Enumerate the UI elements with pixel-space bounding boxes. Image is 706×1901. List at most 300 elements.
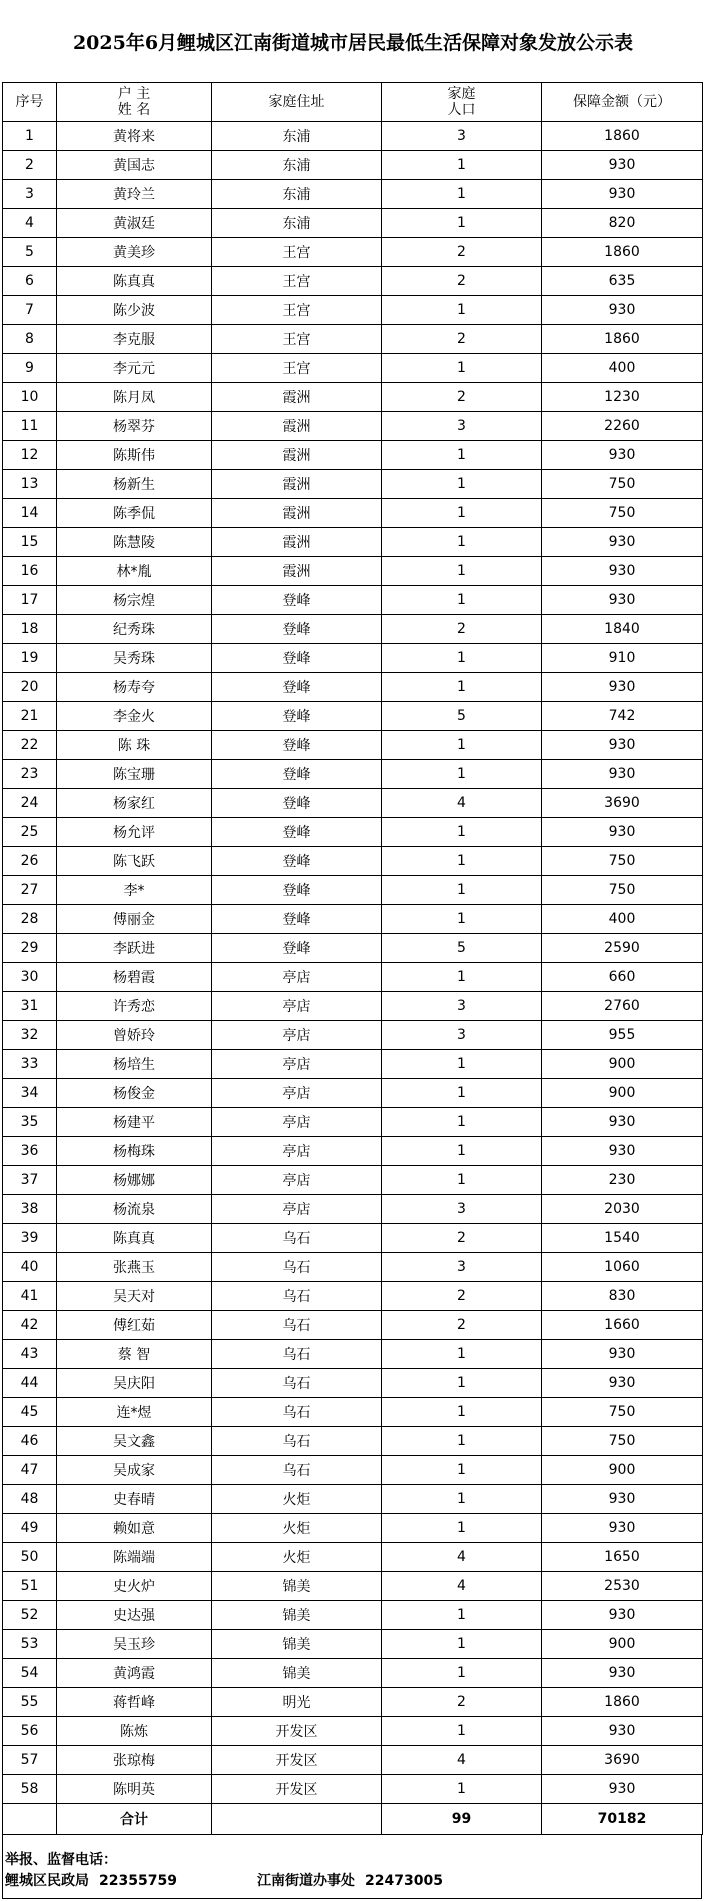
row-name: 史火炉	[57, 1572, 212, 1601]
row-amount: 750	[542, 499, 703, 528]
row-address: 乌石	[212, 1253, 382, 1282]
row-amount: 1860	[542, 325, 703, 354]
table-row	[3, 1572, 703, 1601]
row-address: 登峰	[212, 789, 382, 818]
row-population: 1	[382, 528, 542, 557]
total-amount: 70182	[542, 1804, 703, 1835]
contact-name: 江南街道办事处	[257, 1873, 355, 1889]
row-address: 霞洲	[212, 383, 382, 412]
row-index: 58	[3, 1775, 57, 1804]
row-amount: 400	[542, 354, 703, 383]
row-population: 1	[382, 1456, 542, 1485]
row-name: 吴文鑫	[57, 1427, 212, 1456]
row-amount: 930	[542, 1137, 703, 1166]
row-population: 1	[382, 644, 542, 673]
row-name: 陈真真	[57, 267, 212, 296]
row-address: 登峰	[212, 586, 382, 615]
row-population: 1	[382, 557, 542, 586]
table-row	[3, 1137, 703, 1166]
row-address: 亭店	[212, 1021, 382, 1050]
row-name: 陈慧陵	[57, 528, 212, 557]
row-amount: 2260	[542, 412, 703, 441]
row-name: 李跃进	[57, 934, 212, 963]
row-amount: 930	[542, 1340, 703, 1369]
row-address: 亭店	[212, 1050, 382, 1079]
total-index-cell	[3, 1804, 57, 1835]
header-index: 序号	[3, 83, 57, 122]
row-index: 40	[3, 1253, 57, 1282]
row-index: 52	[3, 1601, 57, 1630]
table-row	[3, 1543, 703, 1572]
row-address: 开发区	[212, 1717, 382, 1746]
row-address: 锦美	[212, 1630, 382, 1659]
row-address: 火炬	[212, 1485, 382, 1514]
row-name: 杨允评	[57, 818, 212, 847]
row-name: 杨宗煌	[57, 586, 212, 615]
row-index: 46	[3, 1427, 57, 1456]
row-address: 亭店	[212, 992, 382, 1021]
row-name: 黄国志	[57, 151, 212, 180]
row-amount: 930	[542, 818, 703, 847]
table-row	[3, 383, 703, 412]
row-address: 亭店	[212, 1166, 382, 1195]
table-row	[3, 528, 703, 557]
table-row	[3, 644, 703, 673]
row-amount: 660	[542, 963, 703, 992]
table-row	[3, 180, 703, 209]
row-population: 1	[382, 1369, 542, 1398]
row-population: 2	[382, 1311, 542, 1340]
row-name: 黄鸿霞	[57, 1659, 212, 1688]
header-pop-line1: 家庭	[447, 86, 476, 102]
row-address: 亭店	[212, 1137, 382, 1166]
row-name: 杨碧霞	[57, 963, 212, 992]
row-address: 锦美	[212, 1659, 382, 1688]
row-index: 2	[3, 151, 57, 180]
row-population: 1	[382, 760, 542, 789]
table-row	[3, 731, 703, 760]
row-amount: 930	[542, 1601, 703, 1630]
row-amount: 830	[542, 1282, 703, 1311]
table-row	[3, 992, 703, 1021]
row-population: 4	[382, 1572, 542, 1601]
row-index: 47	[3, 1456, 57, 1485]
row-name: 杨俊金	[57, 1079, 212, 1108]
row-address: 东浦	[212, 180, 382, 209]
table-row	[3, 847, 703, 876]
row-name: 杨流泉	[57, 1195, 212, 1224]
row-amount: 230	[542, 1166, 703, 1195]
row-population: 1	[382, 731, 542, 760]
row-address: 王宫	[212, 325, 382, 354]
row-population: 1	[382, 1659, 542, 1688]
table-row	[3, 1456, 703, 1485]
table-row	[3, 1427, 703, 1456]
row-population: 1	[382, 1514, 542, 1543]
row-amount: 742	[542, 702, 703, 731]
header-name-line1: 户 主	[117, 86, 151, 102]
total-address-cell	[212, 1804, 382, 1835]
row-address: 登峰	[212, 673, 382, 702]
row-name: 杨翠芬	[57, 412, 212, 441]
row-address: 霞洲	[212, 412, 382, 441]
row-name: 许秀恋	[57, 992, 212, 1021]
row-index: 45	[3, 1398, 57, 1427]
row-index: 1	[3, 122, 57, 151]
row-address: 登峰	[212, 905, 382, 934]
row-address: 亭店	[212, 963, 382, 992]
header-row	[3, 83, 703, 122]
row-index: 22	[3, 731, 57, 760]
row-index: 42	[3, 1311, 57, 1340]
table-row	[3, 1166, 703, 1195]
row-population: 3	[382, 1021, 542, 1050]
row-address: 登峰	[212, 731, 382, 760]
row-amount: 1860	[542, 1688, 703, 1717]
header-amount: 保障金额（元）	[542, 83, 703, 122]
row-population: 1	[382, 1340, 542, 1369]
row-index: 14	[3, 499, 57, 528]
row-amount: 2590	[542, 934, 703, 963]
row-index: 29	[3, 934, 57, 963]
table-row	[3, 1514, 703, 1543]
row-amount: 930	[542, 296, 703, 325]
row-name: 吴秀珠	[57, 644, 212, 673]
row-address: 东浦	[212, 209, 382, 238]
row-index: 15	[3, 528, 57, 557]
header-pop-line2: 人口	[447, 102, 476, 118]
row-amount: 1230	[542, 383, 703, 412]
row-name: 黄美珍	[57, 238, 212, 267]
row-population: 1	[382, 151, 542, 180]
row-address: 开发区	[212, 1746, 382, 1775]
row-index: 28	[3, 905, 57, 934]
row-address: 乌石	[212, 1456, 382, 1485]
row-name: 杨娜娜	[57, 1166, 212, 1195]
row-name: 陈季侃	[57, 499, 212, 528]
row-name: 张燕玉	[57, 1253, 212, 1282]
row-index: 49	[3, 1514, 57, 1543]
row-population: 1	[382, 499, 542, 528]
row-population: 1	[382, 296, 542, 325]
row-index: 13	[3, 470, 57, 499]
row-population: 1	[382, 1398, 542, 1427]
row-address: 霞洲	[212, 557, 382, 586]
row-index: 34	[3, 1079, 57, 1108]
row-name: 李金火	[57, 702, 212, 731]
row-name: 杨新生	[57, 470, 212, 499]
row-population: 1	[382, 1166, 542, 1195]
row-index: 6	[3, 267, 57, 296]
row-address: 乌石	[212, 1369, 382, 1398]
row-index: 25	[3, 818, 57, 847]
row-name: 杨梅珠	[57, 1137, 212, 1166]
row-address: 王宫	[212, 354, 382, 383]
row-population: 3	[382, 1253, 542, 1282]
table-row	[3, 325, 703, 354]
row-amount: 1860	[542, 238, 703, 267]
row-index: 35	[3, 1108, 57, 1137]
row-name: 杨寿夸	[57, 673, 212, 702]
row-name: 陈炼	[57, 1717, 212, 1746]
row-amount: 930	[542, 1717, 703, 1746]
row-name: 杨培生	[57, 1050, 212, 1079]
table-row	[3, 905, 703, 934]
row-amount: 910	[542, 644, 703, 673]
row-index: 5	[3, 238, 57, 267]
table-row	[3, 470, 703, 499]
table-row	[3, 1340, 703, 1369]
row-index: 4	[3, 209, 57, 238]
row-index: 12	[3, 441, 57, 470]
row-name: 吴成家	[57, 1456, 212, 1485]
row-address: 霞洲	[212, 528, 382, 557]
row-amount: 3690	[542, 789, 703, 818]
hotline-contact-subdistrict	[257, 1870, 443, 1890]
row-population: 2	[382, 1688, 542, 1717]
row-population: 1	[382, 1079, 542, 1108]
row-index: 31	[3, 992, 57, 1021]
row-amount: 750	[542, 1398, 703, 1427]
row-name: 陈月凤	[57, 383, 212, 412]
table-row	[3, 1717, 703, 1746]
row-population: 2	[382, 325, 542, 354]
row-amount: 1660	[542, 1311, 703, 1340]
row-amount: 930	[542, 1108, 703, 1137]
row-amount: 930	[542, 731, 703, 760]
page-title: 2025年6月鲤城区江南街道城市居民最低生活保障对象发放公示表	[72, 31, 634, 54]
row-address: 霞洲	[212, 499, 382, 528]
row-index: 27	[3, 876, 57, 905]
row-population: 1	[382, 441, 542, 470]
total-label: 合计	[57, 1804, 212, 1835]
row-population: 3	[382, 992, 542, 1021]
table-row	[3, 673, 703, 702]
row-name: 陈 珠	[57, 731, 212, 760]
row-address: 登峰	[212, 760, 382, 789]
row-index: 17	[3, 586, 57, 615]
row-index: 56	[3, 1717, 57, 1746]
row-population: 5	[382, 702, 542, 731]
table-row	[3, 1630, 703, 1659]
row-index: 9	[3, 354, 57, 383]
row-amount: 1650	[542, 1543, 703, 1572]
row-amount: 1540	[542, 1224, 703, 1253]
row-population: 3	[382, 412, 542, 441]
row-amount: 930	[542, 1485, 703, 1514]
table-row	[3, 818, 703, 847]
row-name: 林*胤	[57, 557, 212, 586]
row-name: 李元元	[57, 354, 212, 383]
row-name: 陈飞跃	[57, 847, 212, 876]
row-name: 张琼梅	[57, 1746, 212, 1775]
row-index: 48	[3, 1485, 57, 1514]
contact-phone: 22355759	[99, 1873, 177, 1889]
row-population: 4	[382, 1543, 542, 1572]
table-row	[3, 557, 703, 586]
row-index: 30	[3, 963, 57, 992]
table-row	[3, 1282, 703, 1311]
row-population: 1	[382, 963, 542, 992]
table-row	[3, 1746, 703, 1775]
row-index: 7	[3, 296, 57, 325]
table-row	[3, 1224, 703, 1253]
row-name: 傅红茹	[57, 1311, 212, 1340]
row-index: 55	[3, 1688, 57, 1717]
total-row	[3, 1804, 703, 1835]
row-index: 53	[3, 1630, 57, 1659]
table-row	[3, 789, 703, 818]
row-amount: 2760	[542, 992, 703, 1021]
row-name: 蒋哲峰	[57, 1688, 212, 1717]
row-amount: 930	[542, 557, 703, 586]
row-amount: 930	[542, 760, 703, 789]
table-row	[3, 760, 703, 789]
row-address: 登峰	[212, 876, 382, 905]
row-address: 王宫	[212, 296, 382, 325]
row-amount: 930	[542, 180, 703, 209]
row-index: 16	[3, 557, 57, 586]
table-row	[3, 1775, 703, 1804]
row-amount: 900	[542, 1456, 703, 1485]
row-population: 1	[382, 876, 542, 905]
row-address: 火炬	[212, 1514, 382, 1543]
row-name: 曾娇玲	[57, 1021, 212, 1050]
table-row	[3, 122, 703, 151]
row-name: 黄将来	[57, 122, 212, 151]
table-row	[3, 296, 703, 325]
row-address: 登峰	[212, 818, 382, 847]
row-population: 2	[382, 238, 542, 267]
row-name: 陈明英	[57, 1775, 212, 1804]
row-population: 1	[382, 1601, 542, 1630]
row-address: 锦美	[212, 1572, 382, 1601]
row-address: 乌石	[212, 1282, 382, 1311]
row-name: 史达强	[57, 1601, 212, 1630]
row-amount: 750	[542, 847, 703, 876]
row-amount: 955	[542, 1021, 703, 1050]
row-address: 东浦	[212, 122, 382, 151]
row-name: 吴玉珍	[57, 1630, 212, 1659]
row-amount: 750	[542, 1427, 703, 1456]
row-address: 乌石	[212, 1311, 382, 1340]
row-name: 李克服	[57, 325, 212, 354]
row-index: 54	[3, 1659, 57, 1688]
row-amount: 1860	[542, 122, 703, 151]
row-index: 37	[3, 1166, 57, 1195]
table-row	[3, 238, 703, 267]
row-name: 吴天对	[57, 1282, 212, 1311]
row-population: 3	[382, 1195, 542, 1224]
row-population: 1	[382, 905, 542, 934]
row-index: 43	[3, 1340, 57, 1369]
row-amount: 2530	[542, 1572, 703, 1601]
table-row	[3, 151, 703, 180]
row-amount: 930	[542, 673, 703, 702]
row-name: 陈真真	[57, 1224, 212, 1253]
row-population: 1	[382, 1108, 542, 1137]
row-name: 赖如意	[57, 1514, 212, 1543]
header-population	[382, 83, 542, 122]
row-index: 36	[3, 1137, 57, 1166]
row-name: 陈斯伟	[57, 441, 212, 470]
row-population: 1	[382, 354, 542, 383]
contact-phone: 22473005	[365, 1873, 443, 1889]
table-row	[3, 441, 703, 470]
row-address: 登峰	[212, 847, 382, 876]
table-row	[3, 615, 703, 644]
row-amount: 400	[542, 905, 703, 934]
row-population: 2	[382, 615, 542, 644]
row-index: 51	[3, 1572, 57, 1601]
row-address: 开发区	[212, 1775, 382, 1804]
row-amount: 930	[542, 528, 703, 557]
row-amount: 930	[542, 441, 703, 470]
table-row	[3, 702, 703, 731]
row-address: 登峰	[212, 934, 382, 963]
row-name: 蔡 智	[57, 1340, 212, 1369]
row-amount: 1060	[542, 1253, 703, 1282]
table-body	[3, 122, 703, 1804]
hotline-label: 举报、监督电话：	[5, 1852, 117, 1868]
row-index: 24	[3, 789, 57, 818]
row-population: 3	[382, 122, 542, 151]
row-amount: 2030	[542, 1195, 703, 1224]
relief-table	[2, 82, 703, 1835]
row-amount: 1840	[542, 615, 703, 644]
row-address: 东浦	[212, 151, 382, 180]
row-address: 亭店	[212, 1108, 382, 1137]
row-address: 乌石	[212, 1427, 382, 1456]
row-population: 1	[382, 1717, 542, 1746]
row-name: 陈少波	[57, 296, 212, 325]
row-address: 亭店	[212, 1079, 382, 1108]
table-row	[3, 1485, 703, 1514]
row-amount: 900	[542, 1050, 703, 1079]
row-amount: 635	[542, 267, 703, 296]
total-population: 99	[382, 1804, 542, 1835]
row-population: 1	[382, 470, 542, 499]
row-population: 1	[382, 1630, 542, 1659]
table-row	[3, 876, 703, 905]
row-population: 1	[382, 209, 542, 238]
row-population: 2	[382, 267, 542, 296]
table-row	[3, 354, 703, 383]
table-row	[3, 1659, 703, 1688]
row-name: 杨家红	[57, 789, 212, 818]
table-row	[3, 1369, 703, 1398]
row-name: 史春晴	[57, 1485, 212, 1514]
row-population: 1	[382, 673, 542, 702]
row-amount: 900	[542, 1079, 703, 1108]
row-index: 21	[3, 702, 57, 731]
contact-name: 鲤城区民政局	[5, 1873, 89, 1889]
row-population: 2	[382, 383, 542, 412]
table-row	[3, 934, 703, 963]
row-index: 39	[3, 1224, 57, 1253]
row-index: 38	[3, 1195, 57, 1224]
table-row	[3, 1108, 703, 1137]
table-row	[3, 267, 703, 296]
row-amount: 900	[542, 1630, 703, 1659]
table-row	[3, 586, 703, 615]
row-name: 黄玲兰	[57, 180, 212, 209]
row-address: 登峰	[212, 644, 382, 673]
row-amount: 750	[542, 876, 703, 905]
row-population: 1	[382, 818, 542, 847]
table-row	[3, 1311, 703, 1340]
row-amount: 930	[542, 1514, 703, 1543]
